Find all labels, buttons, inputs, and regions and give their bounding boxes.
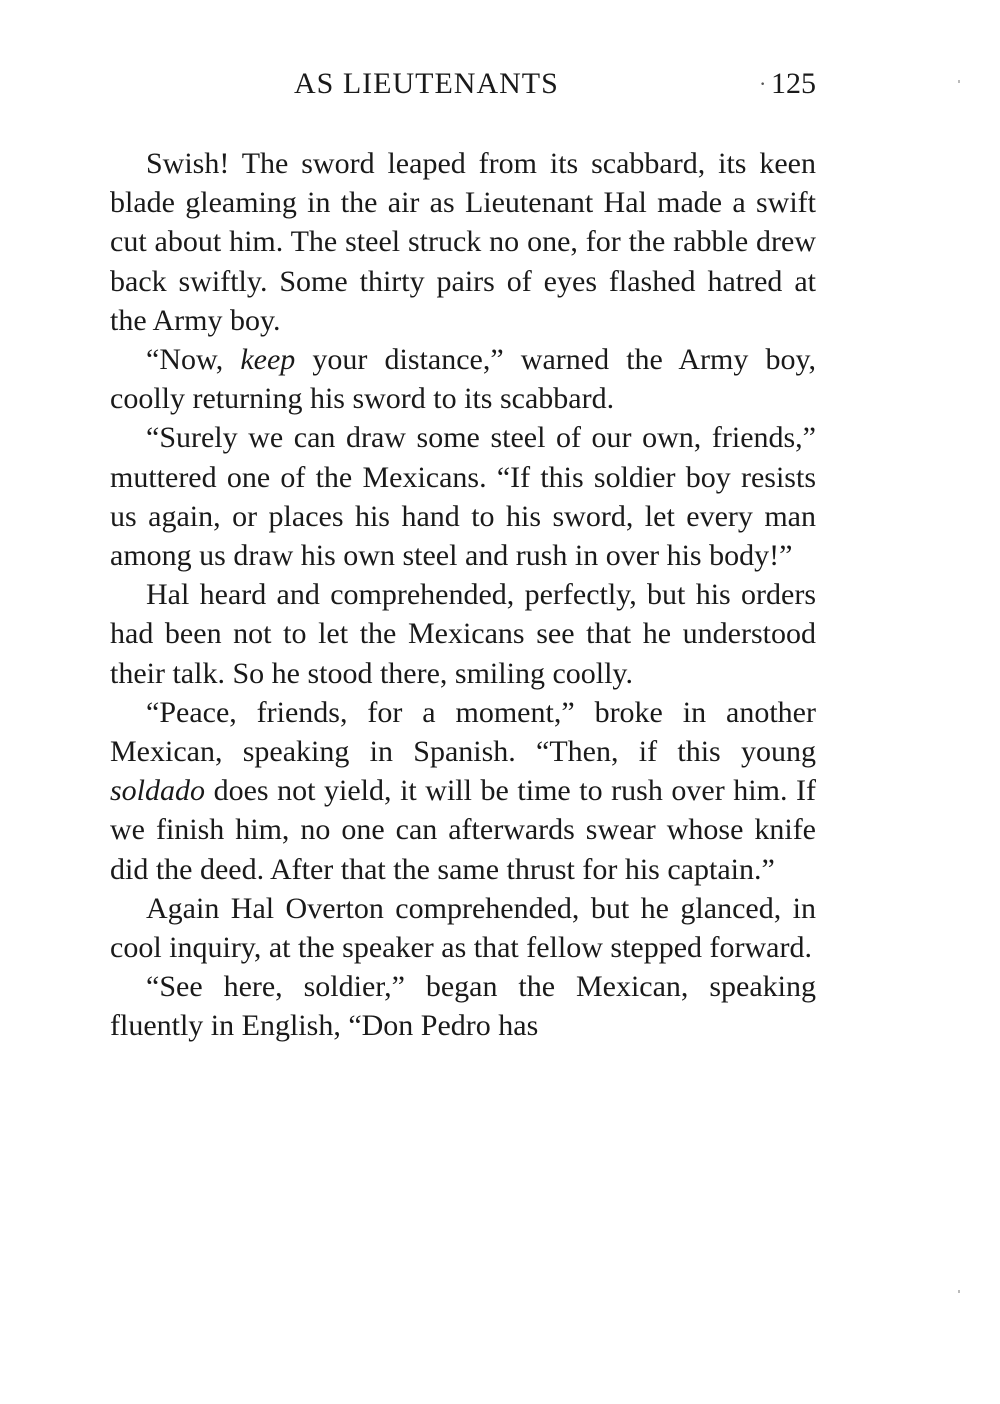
- text-segment: Again Hal Overton comprehended, but he glanced, in cool inquiry, at the speaker as that fellow stepped forward.: [110, 891, 816, 965]
- italic-text: soldado: [110, 774, 206, 808]
- paragraph: [110, 889, 816, 967]
- text-segment: “See here, soldier,” began the Mexican, speaking fluently in English, “Don Pedro has: [110, 970, 816, 1043]
- paragraph: [110, 967, 816, 1045]
- text-segment: does not yield, it will be time to rush over him. If we finish him, no one can afterwards swear whose knife did the deed. After that the same thrust for his captain.”: [110, 774, 816, 886]
- paragraph: [110, 418, 816, 575]
- paragraph: [110, 575, 816, 693]
- paragraph: [110, 693, 816, 889]
- text-segment: Hal heard and comprehended, perfectly, but his orders had been not to let the Mexicans see that he understood their talk. So he stood there, smiling coolly.: [110, 578, 816, 690]
- page-number: · 125: [771, 62, 816, 106]
- text-segment: your distance,” warned the Army boy, coolly returning his sword to its scabbard.: [110, 343, 817, 416]
- text-segment: Swish! The sword leaped from its scabbard, its keen blade gleaming in the air as Lieutenant Hal made a swift cut about him. The steel struck no one, for the rabble drew back swiftly. Some thirty pairs of eyes flashed hatred at the Army boy.: [110, 147, 816, 337]
- italic-text: keep: [240, 343, 296, 377]
- text-segment: “Peace, friends, for a moment,” broke in another Mexican, speaking in Spanish. “Then, if this young: [110, 695, 816, 769]
- text-segment: “Surely we can draw some steel of our own, friends,” muttered one of the Mexicans. “If this soldier boy resists us again, or places his hand to his sword, let every man among us draw his own steel and rush in over his body!”: [110, 421, 816, 573]
- running-title: AS LIEUTENANTS: [294, 67, 559, 100]
- paragraph: [110, 340, 816, 418]
- body-text: [110, 144, 816, 1046]
- page-header: [110, 62, 816, 106]
- paragraph: [110, 144, 816, 340]
- edge-mark: [958, 1290, 960, 1293]
- text-segment: “Now,: [146, 343, 241, 377]
- edge-mark: [958, 80, 960, 83]
